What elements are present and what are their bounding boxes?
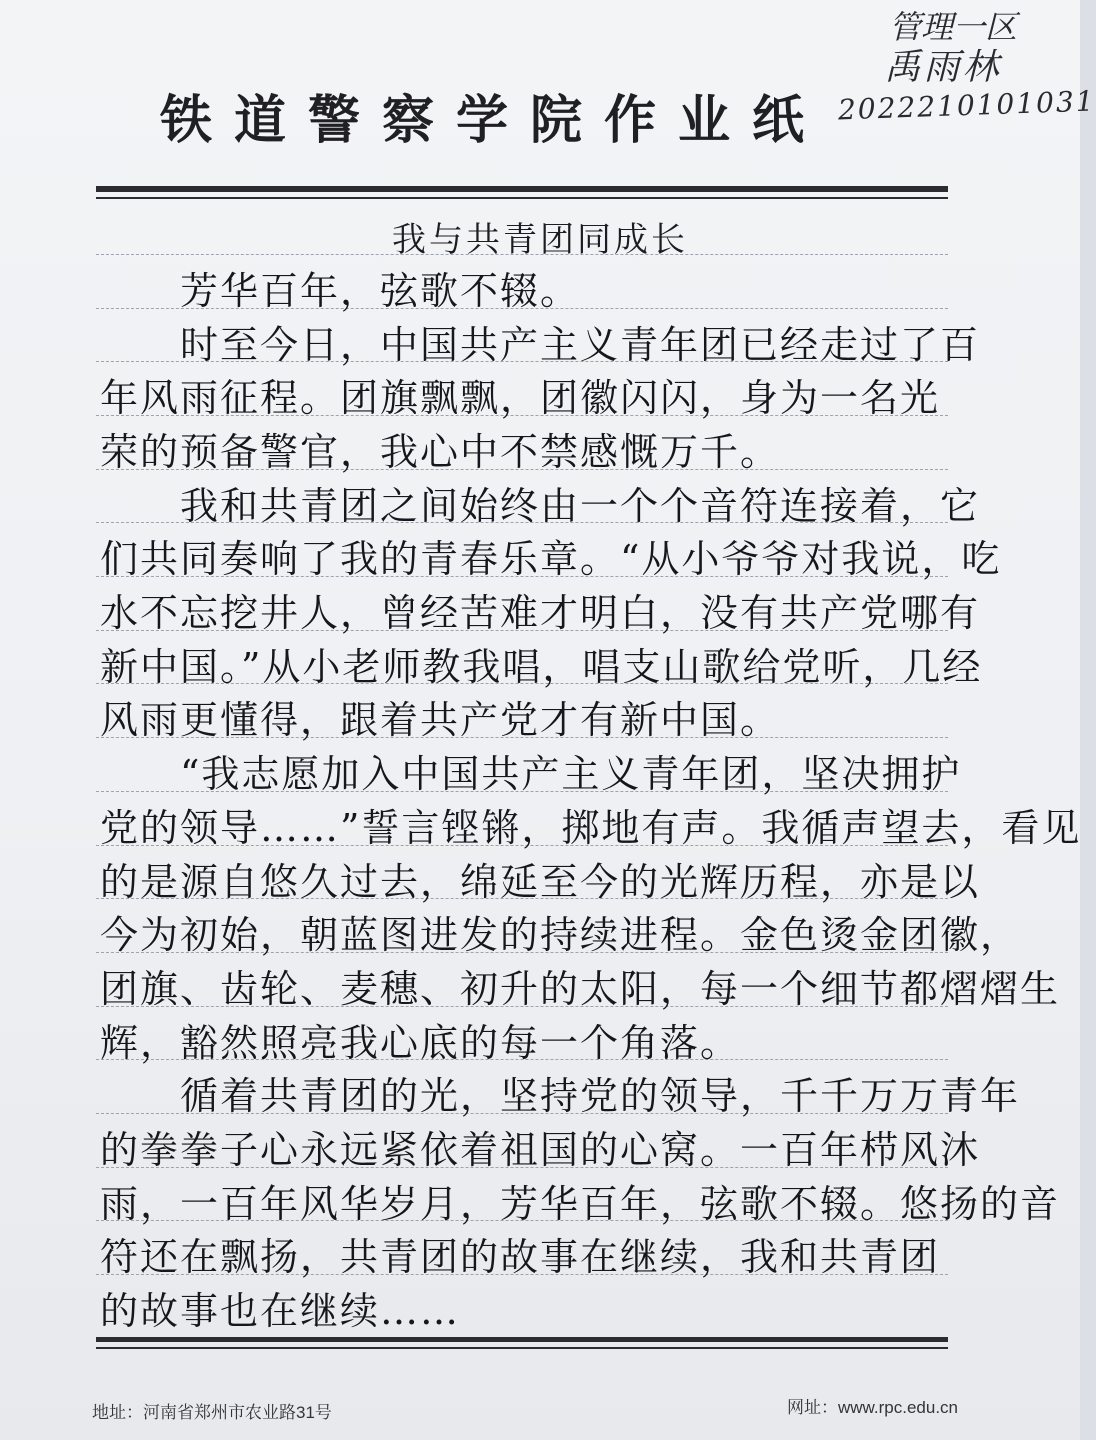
essay-line: 符还在飘扬，共青团的故事在继续，我和共青团 bbox=[100, 1235, 941, 1279]
essay-line: 年风雨征程。团旗飘飘，团徽闪闪，身为一名光 bbox=[100, 376, 941, 420]
student-id: 2022210101031 bbox=[837, 84, 1096, 127]
paper-header-title: 铁道警察学院作业纸 bbox=[160, 91, 827, 151]
student-class: 管理一区 bbox=[888, 8, 1017, 46]
essay-line: 团旗、齿轮、麦穗、初升的太阳，每一个细节都熠熠生 bbox=[100, 967, 1061, 1011]
essay-line: 的故事也在继续…… bbox=[100, 1289, 461, 1333]
essay-line: 水不忘挖井人，曾经苦难才明白，没有共产党哪有 bbox=[100, 591, 981, 635]
essay-line: 党的领导……”誓言铿锵，掷地有声。我循声望去，看见 bbox=[100, 806, 1082, 850]
student-name: 禹雨林 bbox=[884, 47, 1002, 89]
essay-line: 的拳拳子心永远紧依着祖国的心窝。一百年栉风沐 bbox=[100, 1128, 981, 1172]
essay-line: 今为初始，朝蓝图进发的持续进程。金色烫金团徽， bbox=[100, 913, 1021, 957]
essay-line: 芳华百年，弦歌不辍。 bbox=[180, 269, 581, 313]
essay-line: 雨，一百年风华岁月，芳华百年，弦歌不辍。悠扬的音 bbox=[100, 1182, 1061, 1226]
footer-website: 网址：www.rpc.edu.cn bbox=[787, 1398, 958, 1417]
footer-address: 地址：河南省郑州市农业路31号 bbox=[92, 1403, 332, 1422]
essay-line: 风雨更懂得，跟着共产党才有新中国。 bbox=[100, 698, 781, 742]
essay-line: 新中国。”从小老师教我唱，唱支山歌给党听，几经 bbox=[100, 645, 983, 689]
header-rule-thick bbox=[96, 186, 948, 192]
essay-line: 的是源自悠久过去，绵延至今的光辉历程，亦是以 bbox=[100, 860, 981, 904]
essay-line: 们共同奏响了我的青春乐章。“从小爷爷对我说，吃 bbox=[100, 537, 1002, 581]
essay-line: 我和共青团之间始终由一个个音符连接着，它 bbox=[180, 484, 981, 528]
footer-rule-thin bbox=[96, 1347, 948, 1349]
essay-line: 荣的预备警官，我心中不禁感慨万千。 bbox=[100, 430, 781, 474]
essay-title: 我与共青团同成长 bbox=[392, 220, 688, 260]
header-rule-thin bbox=[96, 197, 948, 199]
essay-line: “我志愿加入中国共产主义青年团，坚决拥护 bbox=[180, 752, 962, 796]
essay-line: 辉，豁然照亮我心底的每一个角落。 bbox=[100, 1021, 741, 1065]
essay-line: 时至今日，中国共产主义青年团已经走过了百 bbox=[180, 323, 981, 367]
essay-line: 循着共青团的光，坚持党的领导，千千万万青年 bbox=[180, 1074, 1021, 1118]
